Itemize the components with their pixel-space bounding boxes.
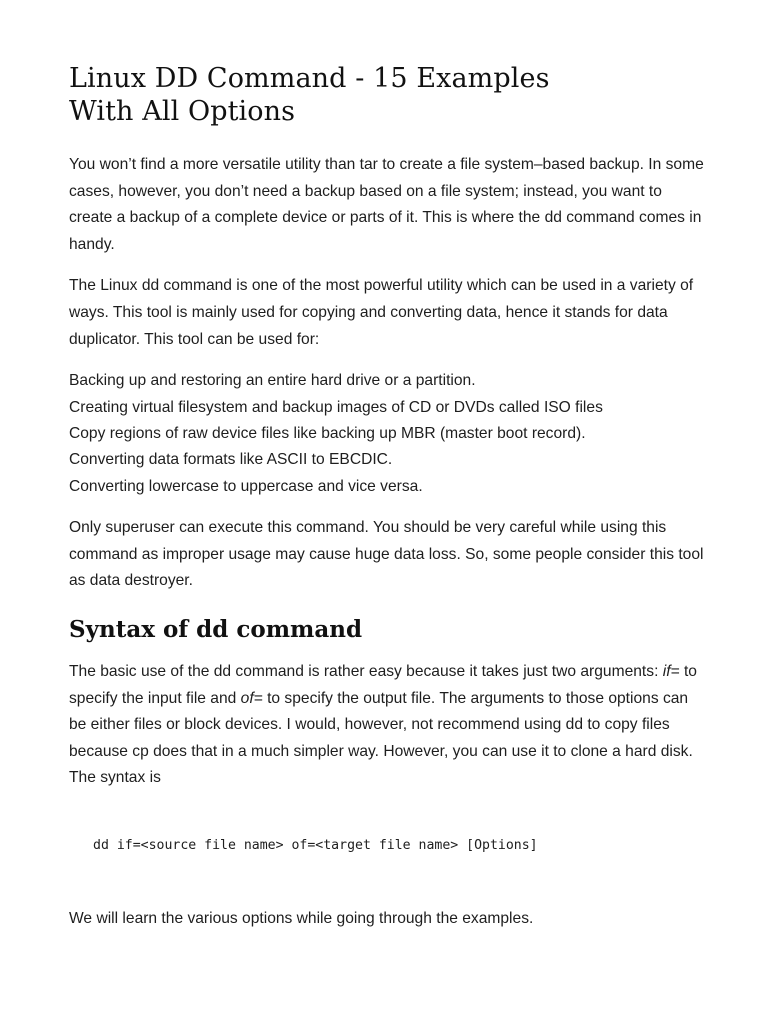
warning-paragraph: Only superuser can execute this command. You should be very careful while using this command as improper usage may cause huge data loss. So, some people consider this tool as data destroyer. — [69, 519, 704, 590]
syntax-text-start: The basic use of the dd command is rather easy because it takes just two arguments: — [69, 662, 663, 680]
syntax-paragraph — [69, 659, 709, 792]
closing-paragraph: We will learn the various options while going through the examples. — [69, 909, 534, 927]
page-title — [69, 62, 709, 128]
list-item: Creating virtual filesystem and backup images of CD or DVDs called ISO files — [69, 398, 603, 416]
syntax-text-mid: to specify the input file and — [69, 662, 697, 707]
description-paragraph: The Linux dd command is one of the most powerful utility which can be used in a variety of ways. This tool is mainly used for copying and converting data, hence it stands for data duplicator. This tool can be used for: — [69, 277, 694, 348]
intro-paragraph: You won’t find a more versatile utility than tar to create a file system–based backup. In some cases, however, you don’t need a backup based on a file system; instead, you want to create a backup of a complete device or parts of it. This is where the dd command comes in handy. — [69, 156, 704, 253]
if-argument: if= — [662, 662, 680, 680]
syntax-text-end: to specify the output file. The arguments to those options can be either files or block devices. I would, however, not recommend using dd to copy files because cp does that in a much simpler way. However, you can use it to clone a hard disk. The syntax is — [69, 689, 693, 787]
page-title-line-2: With All Options — [69, 96, 296, 127]
syntax-code-block: dd if=<source file name> of=<target file name> [Options] — [93, 837, 538, 853]
page-title-line-1: Linux DD Command - 15 Examples — [69, 63, 550, 94]
list-item: Copy regions of raw device files like backing up MBR (master boot record). — [69, 424, 586, 442]
document-page — [69, 62, 709, 948]
list-item: Converting data formats like ASCII to EBCDIC. — [69, 451, 393, 469]
of-argument: of= — [240, 689, 263, 707]
syntax-heading: Syntax of dd command — [69, 615, 363, 643]
uses-list — [69, 368, 709, 500]
list-item: Converting lowercase to uppercase and vice versa. — [69, 477, 423, 495]
list-item: Backing up and restoring an entire hard drive or a partition. — [69, 372, 476, 390]
